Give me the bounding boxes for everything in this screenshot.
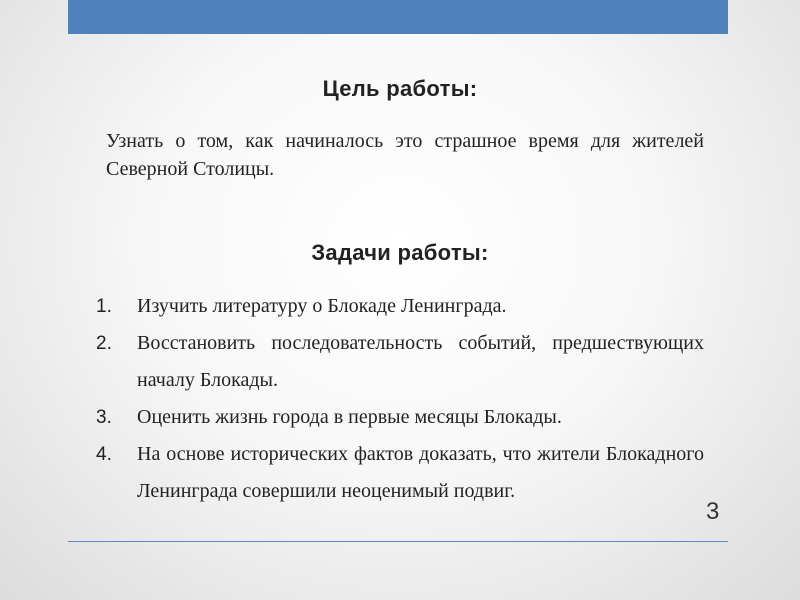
tasks-heading: Задачи работы: — [311, 240, 489, 265]
task-item — [96, 436, 704, 510]
task-number: 2. — [96, 333, 112, 354]
footer-divider — [68, 541, 728, 542]
task-number: 3. — [96, 407, 112, 428]
goal-heading: Цель работы: — [322, 76, 478, 101]
slide-number: 3 — [706, 498, 720, 525]
task-text: Восстановить последовательность событий, предшествующих началу Блокады. — [137, 332, 704, 391]
task-number: 4. — [96, 444, 112, 465]
task-item — [96, 288, 704, 325]
task-item — [96, 325, 704, 399]
task-text: Оценить жизнь города в первые месяцы Блокады. — [137, 406, 562, 428]
task-text: На основе исторических фактов доказать, что жители Блокадного Ленинграда совершили неоценимый подвиг. — [137, 443, 704, 502]
top-accent-bar — [68, 0, 728, 34]
task-text: Изучить литературу о Блокаде Ленинграда. — [137, 295, 507, 317]
goal-text: Узнать о том, как начиналось это страшное время для жителей Северной Столицы. — [106, 130, 704, 180]
task-item — [96, 399, 704, 436]
task-number: 1. — [96, 296, 112, 317]
tasks-list — [96, 288, 704, 510]
